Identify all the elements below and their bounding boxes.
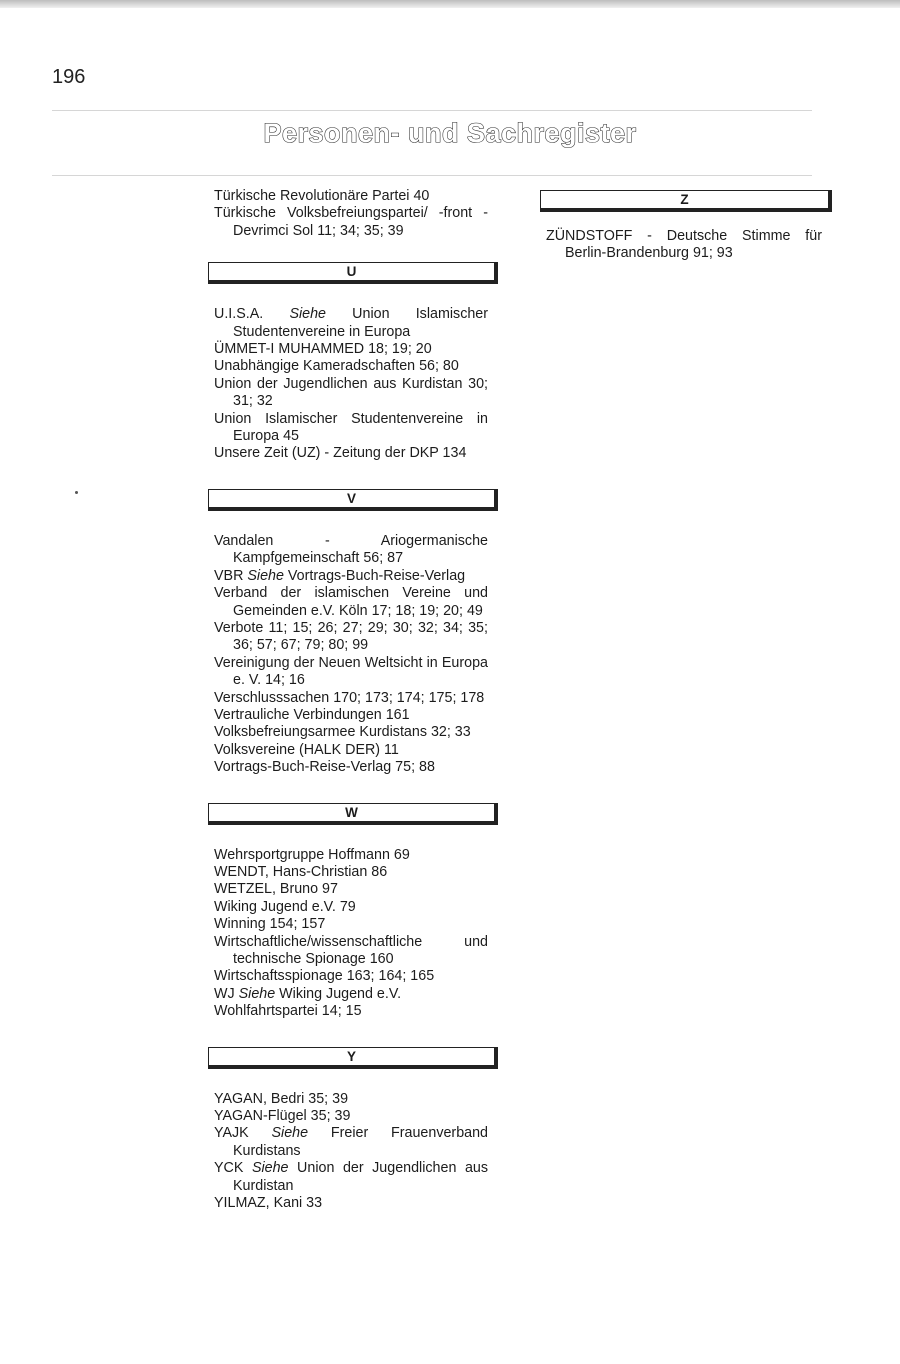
entry-term: Union Islamischer Studentenvereine in Europa 45 — [214, 410, 488, 445]
entry-term: Unsere Zeit (UZ) - Zeitung der DKP 134 — [214, 445, 467, 462]
index-entry — [214, 986, 488, 1003]
index-entry — [214, 707, 488, 724]
spacer — [214, 463, 488, 489]
entry-term: Wiking Jugend e.V. 79 — [214, 898, 356, 915]
entry-term: Vortrags-Buch-Reise-Verlag 75; 88 — [214, 759, 435, 776]
entry-term: Volksbefreiungsarmee Kurdistans 32; 33 — [214, 724, 471, 741]
entry-term: Wirtschaftsspionage 163; 164; 165 — [214, 968, 435, 985]
header-rule-top — [52, 110, 812, 111]
entry-target: Wiking Jugend e.V. — [275, 985, 402, 1002]
spacer — [546, 212, 822, 228]
scan-speck — [75, 491, 78, 494]
intro-entries — [214, 188, 488, 240]
section-letter-header: V — [208, 489, 498, 511]
index-entry — [214, 306, 488, 341]
page-number: 196 — [52, 66, 86, 88]
spacer — [214, 1069, 488, 1091]
index-entry — [214, 916, 488, 933]
entry-term: Verbote 11; 15; 26; 27; 29; 30; 32; 34; 35; 36; 57; 67; 79; 80; 99 — [214, 619, 488, 654]
entry-term: Volksvereine (HALK DER) 11 — [214, 741, 399, 758]
entry-term: Wohlfahrtspartei 14; 15 — [214, 1003, 362, 1020]
index-entry — [214, 742, 488, 759]
entry-term: WENDT, Hans-Christian 86 — [214, 863, 388, 880]
siehe-reference: Siehe — [238, 985, 276, 1002]
index-entry — [214, 533, 488, 568]
entry-term: Verband der islamischen Vereine und Gemeinden e.V. Köln 17; 18; 19; 20; 49 — [214, 585, 488, 619]
entry-term: Union der Jugendlichen aus Kurdistan 30; 31; 32 — [214, 375, 488, 410]
spacer — [214, 511, 488, 533]
index-entry — [214, 1195, 488, 1212]
entry-term: Unabhängige Kameradschaften 56; 80 — [214, 358, 459, 375]
index-entry — [214, 881, 488, 898]
index-entry — [214, 568, 488, 585]
entry-term: Winning 154; 157 — [214, 916, 326, 933]
index-entry — [214, 899, 488, 916]
section-letter-header: W — [208, 803, 498, 825]
index-entry — [214, 690, 488, 707]
index-entry — [214, 864, 488, 881]
header-rule-bottom — [52, 175, 812, 176]
index-entry — [214, 358, 488, 375]
index-entry — [214, 847, 488, 864]
index-entry — [214, 188, 488, 205]
index-entry — [214, 205, 488, 240]
index-entry — [214, 968, 488, 985]
index-entry — [214, 585, 488, 620]
entry-term: YAGAN-Flügel 35; 39 — [214, 1108, 351, 1125]
index-entry — [214, 376, 488, 411]
entry-term: WETZEL, Bruno 97 — [214, 881, 338, 898]
index-entry — [214, 655, 488, 690]
siehe-reference: Siehe — [271, 1125, 309, 1142]
spacer — [214, 825, 488, 847]
entry-term: ZÜNDSTOFF - Deutsche Stimme für Berlin-Brandenburg 91; 93 — [546, 228, 822, 262]
entry-term: WJ — [214, 985, 239, 1002]
spacer — [214, 777, 488, 803]
index-entry — [214, 445, 488, 462]
entry-term: U.I.S.A. — [214, 306, 290, 323]
section-letter-header: Y — [208, 1047, 498, 1069]
page-title: Personen- und Sachregister — [263, 118, 637, 148]
entry-term: ÜMMET-I MUHAMMED 18; 19; 20 — [214, 341, 432, 358]
index-entry — [214, 341, 488, 358]
entry-target: Union Islamischer Studentenvereine in Europa — [233, 306, 489, 340]
index-entry — [214, 724, 488, 741]
spacer — [214, 284, 488, 306]
index-entry — [546, 228, 822, 263]
index-entry — [214, 759, 488, 776]
section-letter-header: U — [208, 262, 498, 284]
entry-term: Vereinigung der Neuen Weltsicht in Europa e. V. 14; 16 — [214, 654, 488, 689]
entry-target: Vortrags-Buch-Reise-Verlag — [283, 567, 466, 584]
index-entry — [214, 620, 488, 655]
index-entry — [214, 934, 488, 969]
index-entry — [214, 1125, 488, 1160]
left-sections — [214, 240, 488, 1212]
entry-term: YAGAN, Bedri 35; 39 — [214, 1090, 349, 1107]
scan-top-edge — [0, 0, 900, 8]
entry-term: YCK — [214, 1160, 252, 1177]
entry-term: VBR — [214, 567, 248, 584]
section-letter-header: Z — [540, 190, 832, 212]
entry-term: Türkische Volksbefreiungspartei/ -front - Devrimci Sol 11; 34; 35; 39 — [214, 205, 488, 239]
entry-target: Freier Frauenverband Kurdistans — [233, 1125, 489, 1159]
siehe-reference: Siehe — [289, 306, 327, 323]
spacer — [214, 240, 488, 262]
index-entry — [214, 1091, 488, 1108]
entry-term: Wirtschaftliche/wissenschaftliche und technische Spionage 160 — [214, 933, 488, 967]
index-entry — [214, 1003, 488, 1020]
index-entry — [214, 411, 488, 446]
index-entry — [214, 1108, 488, 1125]
entry-term: Vandalen - Ariogermanische Kampfgemeinschaft 56; 87 — [214, 532, 488, 567]
right-column — [546, 188, 822, 263]
entry-term: YILMAZ, Kani 33 — [214, 1195, 323, 1212]
siehe-reference: Siehe — [251, 1160, 289, 1177]
entry-term: Verschlusssachen 170; 173; 174; 175; 178 — [214, 689, 485, 706]
left-column — [214, 188, 488, 1212]
siehe-reference: Siehe — [247, 567, 284, 584]
entry-term: Vertrauliche Verbindungen 161 — [214, 706, 410, 723]
index-entry — [214, 1160, 488, 1195]
entry-term: Wehrsportgruppe Hoffmann 69 — [214, 846, 410, 863]
right-sections — [546, 188, 822, 263]
entry-term: YAJK — [214, 1125, 272, 1142]
spacer — [214, 1021, 488, 1047]
entry-term: Türkische Revolutionäre Partei 40 — [214, 188, 430, 204]
entry-target: Union der Jugendlichen aus Kurdistan — [233, 1160, 488, 1194]
